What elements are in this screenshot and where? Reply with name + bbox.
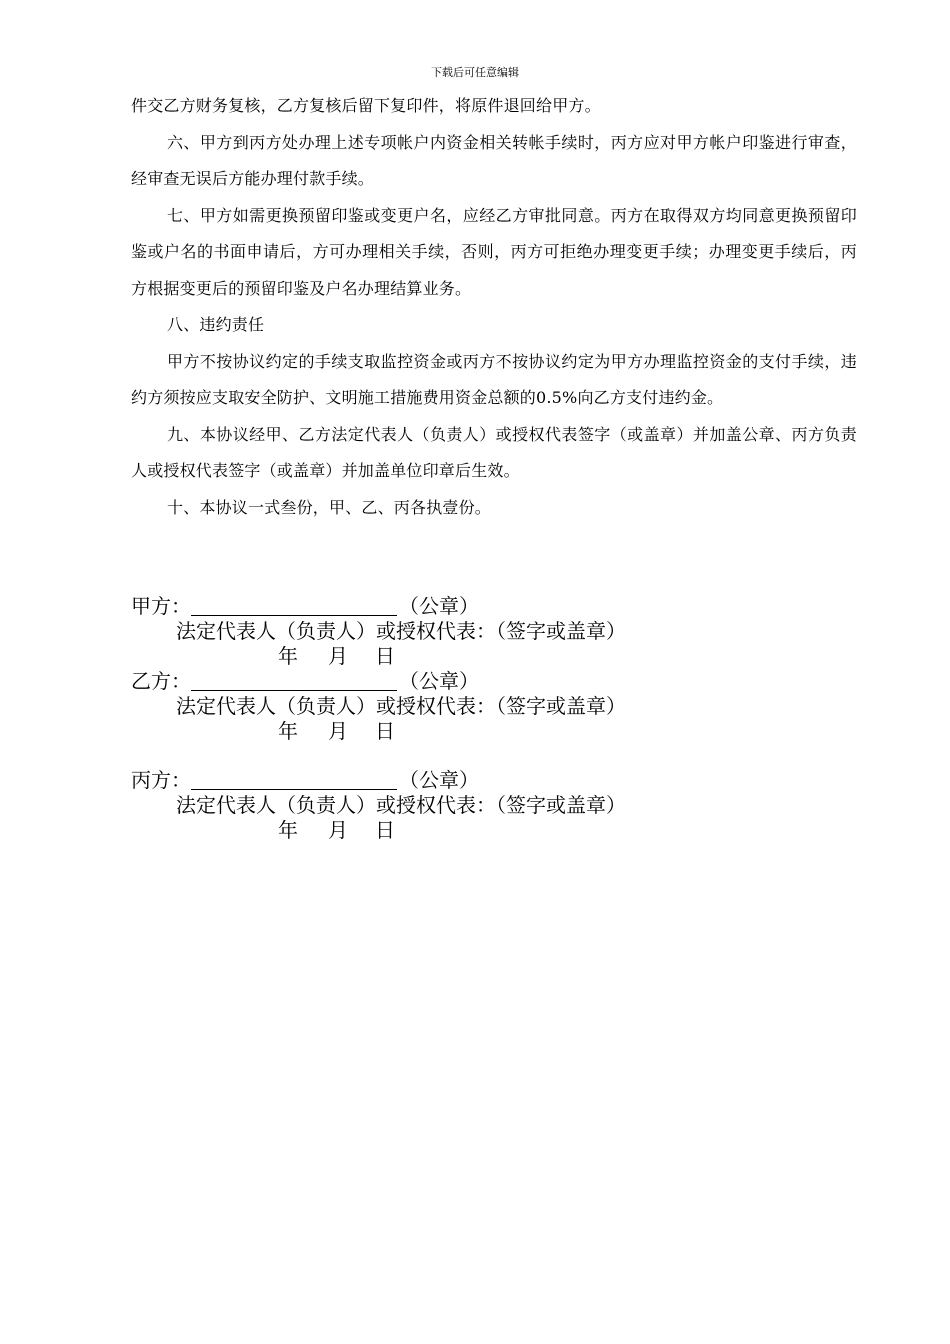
signature-line: [191, 595, 397, 616]
date-line: [131, 818, 831, 843]
document-body: [131, 88, 857, 526]
day-label: 日: [375, 719, 395, 743]
seal-label: （公章）: [399, 594, 479, 618]
clause-7: 七、甲方如需更换预留印鉴或变更户名，应经乙方审批同意。丙方在取得双方均同意更换预留印鉴或户名的书面申请后，方可办理相关手续，否则，丙方可拒绝办理变更手续；办理变更手续后，丙方根据变更后的预留印鉴及户名办理结算业务。: [131, 205, 857, 298]
year-label: 年: [278, 644, 298, 668]
month-label: 月: [328, 644, 348, 668]
month-label: 月: [328, 818, 348, 842]
clause-9: 九、本协议经甲、乙方法定代表人（负责人）或授权代表签字（或盖章）并加盖公章、丙方负责人或授权代表签字（或盖章）并加盖单位印章后生效。: [131, 424, 857, 480]
date-line: [131, 719, 831, 744]
clause-10: 十、本协议一式叁份，甲、乙、丙各执壹份。: [167, 497, 492, 517]
signature-line: [191, 670, 397, 691]
seal-label: （公章）: [399, 669, 479, 693]
representative-label: 法定代表人（负责人）或授权代表：（签字或盖章）: [176, 793, 626, 817]
signature-block-party-c: [131, 768, 831, 843]
signature-block-party-a: [131, 594, 831, 669]
day-label: 日: [375, 644, 395, 668]
paragraph: 件交乙方财务复核，乙方复核后留下复印件，将原件退回给甲方。: [131, 96, 601, 115]
party-label: 甲方：: [131, 594, 191, 618]
party-label: 丙方：: [131, 768, 191, 792]
clause-8-body: 甲方不按协议约定的手续支取监控资金或丙方不按协议约定为甲方办理监控资金的支付手续，违约方须按应支取安全防护、文明施工措施费用资金总额的0.5%向乙方支付违约金。: [131, 351, 857, 407]
clause-8-heading: 八、违约责任: [167, 315, 265, 334]
clause-6: 六、甲方到丙方处办理上述专项帐户内资金相关转帐手续时，丙方应对甲方帐户印鉴进行审查，经审查无误后方能办理付款手续。: [131, 132, 857, 188]
signature-line: [191, 769, 397, 790]
year-label: 年: [278, 719, 298, 743]
party-label: 乙方：: [131, 669, 191, 693]
date-line: [131, 644, 831, 669]
representative-label: 法定代表人（负责人）或授权代表：（签字或盖章）: [176, 619, 626, 643]
signature-block-party-b: [131, 669, 831, 744]
year-label: 年: [278, 818, 298, 842]
page-header: 下载后可任意编辑: [431, 66, 519, 79]
representative-label: 法定代表人（负责人）或授权代表：（签字或盖章）: [176, 694, 626, 718]
seal-label: （公章）: [399, 768, 479, 792]
day-label: 日: [375, 818, 395, 842]
month-label: 月: [328, 719, 348, 743]
